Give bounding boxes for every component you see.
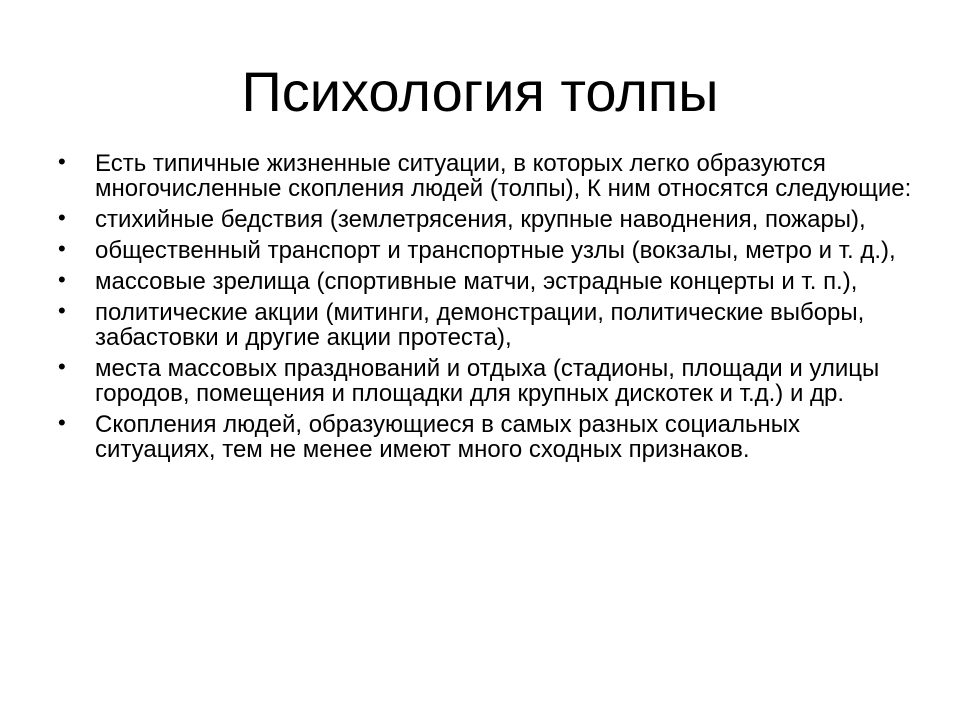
bullet-icon: • <box>58 267 66 292</box>
bullet-icon: • <box>58 205 66 230</box>
bullet-icon: • <box>58 410 66 435</box>
bullet-item <box>58 151 918 201</box>
slide-title: Психология толпы <box>241 60 719 123</box>
bullet-icon: • <box>58 236 66 261</box>
bullet-item <box>58 412 918 462</box>
bullet-item <box>58 356 918 406</box>
bullet-text: политические акции (митинги, демонстрации, политические выборы, забастовки и другие акции протеста), <box>95 299 865 351</box>
bullet-text: места массовых празднований и отдыха (стадионы, площади и улицы городов, помещения и площадки для крупных дискотек и т.д.) и др. <box>95 355 880 407</box>
bullet-text: стихийные бедствия (землетрясения, крупные наводнения, пожары), <box>95 206 866 233</box>
bullet-text: общественный транспорт и транспортные узлы (вокзалы, метро и т. д.), <box>95 237 896 264</box>
bullet-icon: • <box>58 298 66 323</box>
bullet-icon: • <box>58 354 66 379</box>
bullet-item <box>58 238 918 263</box>
bullet-text: Скопления людей, образующиеся в самых разных социальных ситуациях, тем не менее имеют много сходных признаков. <box>95 411 801 463</box>
bullet-icon: • <box>58 149 66 174</box>
bullet-list <box>58 151 918 468</box>
bullet-item <box>58 269 918 294</box>
bullet-item <box>58 300 918 350</box>
bullet-item <box>58 207 918 232</box>
bullet-text: Есть типичные жизненные ситуации, в которых легко образуются многочисленные скопления людей (толпы), К ним относятся следующие: <box>95 150 912 202</box>
bullet-text: массовые зрелища (спортивные матчи, эстрадные концерты и т. п.), <box>95 268 858 295</box>
